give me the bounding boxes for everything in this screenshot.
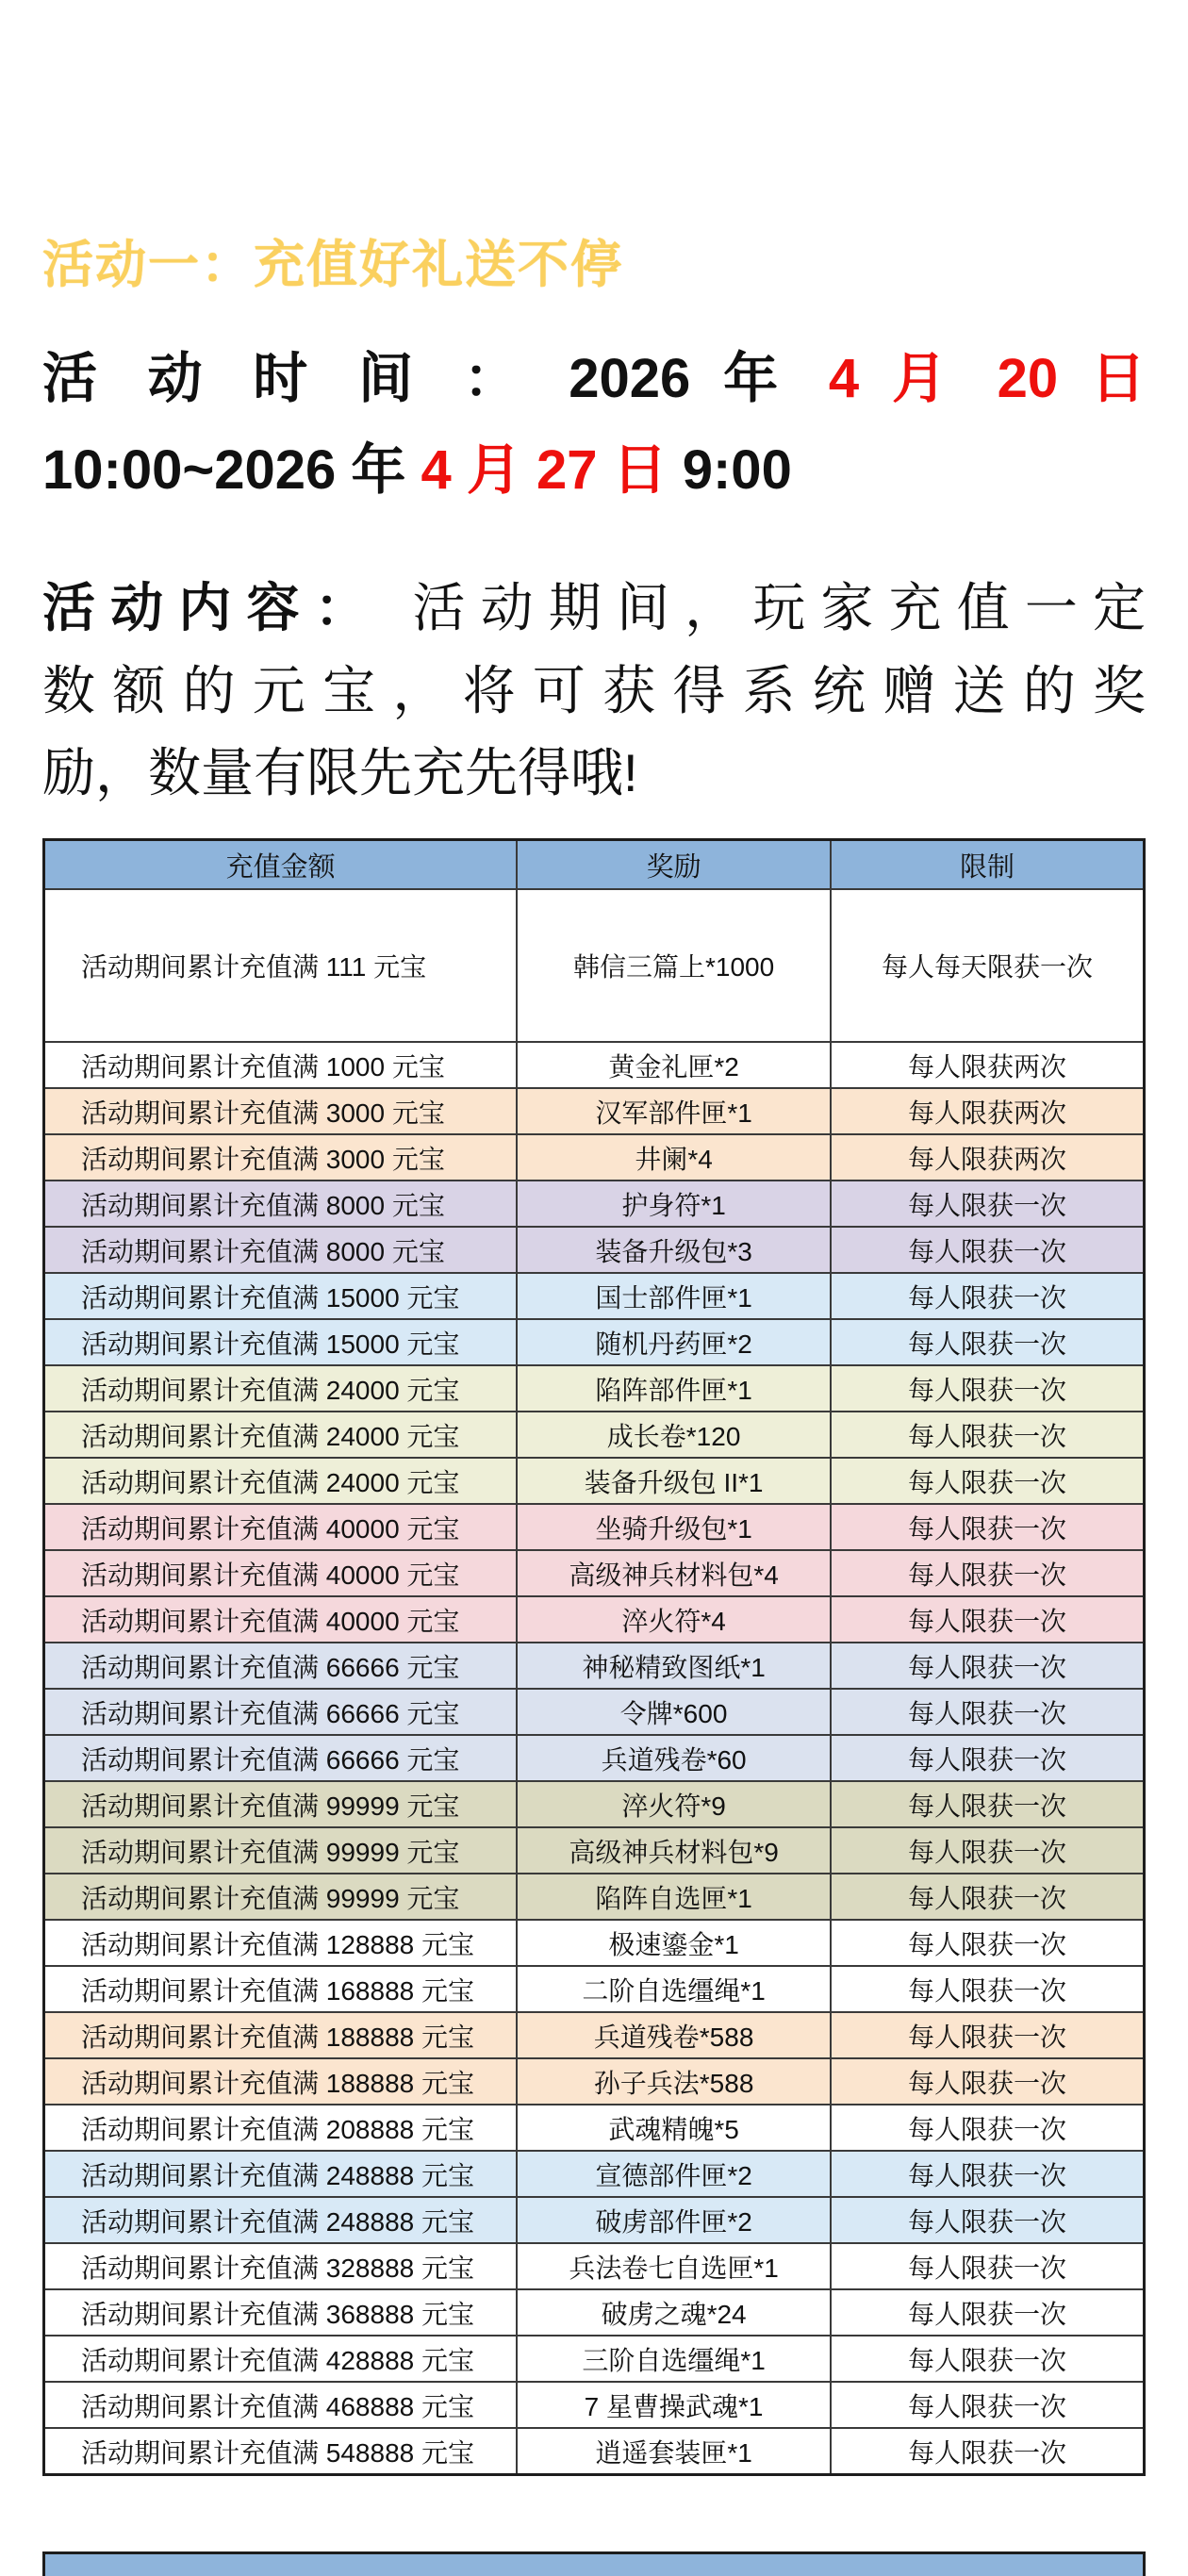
cell-limit: 每人限获一次 <box>831 1181 1145 1227</box>
cell-limit: 每人限获一次 <box>831 1920 1145 1966</box>
content-line-3: 励，数量有限先充先得哦! <box>42 743 638 802</box>
cell-limit: 每人限获一次 <box>831 1596 1145 1643</box>
cell-recharge-amount: 活动期间累计充值满 368888 元宝 <box>44 2289 518 2336</box>
cell-recharge-amount: 活动期间累计充值满 15000 元宝 <box>44 1273 518 1319</box>
header-recharge-amount: 充值金额 <box>44 840 518 890</box>
cell-recharge-amount: 活动期间累计充值满 168888 元宝 <box>44 1966 518 2012</box>
table-row <box>44 1134 1145 1181</box>
content-label: 活动内容： <box>42 578 383 638</box>
cell-recharge-amount: 活动期间累计充值满 15000 元宝 <box>44 1319 518 1365</box>
header-reward: 奖励 <box>517 840 831 890</box>
cell-reward: 三阶自选缰绳*1 <box>517 2336 831 2382</box>
cell-reward: 成长卷*120 <box>517 1412 831 1458</box>
recharge-table-body <box>44 889 1145 2475</box>
cell-limit: 每人限获一次 <box>831 1227 1145 1273</box>
cell-recharge-amount: 活动期间累计充值满 3000 元宝 <box>44 1088 518 1134</box>
table-row <box>44 889 1145 1042</box>
cell-limit: 每人限获一次 <box>831 2382 1145 2428</box>
table-row <box>44 2428 1145 2475</box>
table-row <box>44 1643 1145 1689</box>
cell-recharge-amount: 活动期间累计充值满 99999 元宝 <box>44 1827 518 1874</box>
cell-reward: 破虏部件匣*2 <box>517 2197 831 2243</box>
cell-limit: 每人限获一次 <box>831 1781 1145 1827</box>
cell-reward: 兵法卷七自选匣*1 <box>517 2243 831 2289</box>
activity-content-paragraph <box>42 567 1146 814</box>
cell-reward: 武魂精魄*5 <box>517 2105 831 2151</box>
table-row <box>44 1319 1145 1365</box>
cell-recharge-amount: 活动期间累计充值满 24000 元宝 <box>44 1458 518 1504</box>
table-row <box>44 1920 1145 1966</box>
cell-reward: 井阑*4 <box>517 1134 831 1181</box>
cell-reward: 装备升级包 II*1 <box>517 1458 831 1504</box>
cell-recharge-amount: 活动期间累计充值满 24000 元宝 <box>44 1412 518 1458</box>
table-row <box>44 1596 1145 1643</box>
cell-reward: 淬火符*4 <box>517 1596 831 1643</box>
cell-recharge-amount: 活动期间累计充值满 40000 元宝 <box>44 1596 518 1643</box>
activity-title: 活动一：充值好礼送不停 <box>42 237 623 293</box>
cell-recharge-amount: 活动期间累计充值满 188888 元宝 <box>44 2012 518 2058</box>
cell-limit: 每人限获一次 <box>831 2243 1145 2289</box>
cell-recharge-amount: 活动期间累计充值满 468888 元宝 <box>44 2382 518 2428</box>
cell-recharge-amount: 活动期间累计充值满 248888 元宝 <box>44 2197 518 2243</box>
cell-limit: 每人限获一次 <box>831 1319 1145 1365</box>
cell-recharge-amount: 活动期间累计充值满 24000 元宝 <box>44 1365 518 1412</box>
table-row <box>44 2336 1145 2382</box>
cell-reward: 国士部件匣*1 <box>517 1273 831 1319</box>
time-line1-black: 活 动 时 间 ： 2026 年 <box>42 347 796 409</box>
table-row <box>44 1227 1145 1273</box>
cell-reward: 极速鎏金*1 <box>517 1920 831 1966</box>
cell-reward: 随机丹药匣*2 <box>517 1319 831 1365</box>
table-row <box>44 1781 1145 1827</box>
cell-limit: 每人每天限获一次 <box>831 889 1145 1042</box>
activity-time-line2 <box>42 440 1146 501</box>
table-row <box>44 1689 1145 1735</box>
table-row <box>44 1365 1145 1412</box>
table-row <box>44 1550 1145 1596</box>
cell-recharge-amount: 活动期间累计充值满 208888 元宝 <box>44 2105 518 2151</box>
cell-limit: 每人限获一次 <box>831 2197 1145 2243</box>
cell-reward: 汉军部件匣*1 <box>517 1088 831 1134</box>
cell-limit: 每人限获一次 <box>831 2105 1145 2151</box>
content-line-2: 数额的元宝，将可获得系统赠送的奖 <box>42 660 1146 720</box>
content-line1-text: 活动期间，玩家充值一定 <box>412 578 1147 638</box>
table-row <box>44 1181 1145 1227</box>
cell-reward: 破虏之魂*24 <box>517 2289 831 2336</box>
table-row <box>44 1042 1145 1088</box>
cell-limit: 每人限获一次 <box>831 2428 1145 2475</box>
cell-recharge-amount: 活动期间累计充值满 188888 元宝 <box>44 2058 518 2105</box>
next-table-header-partial <box>42 2551 1146 2576</box>
cell-limit: 每人限获一次 <box>831 1458 1145 1504</box>
cell-limit: 每人限获一次 <box>831 1966 1145 2012</box>
cell-reward: 装备升级包*3 <box>517 1227 831 1273</box>
time-line1-red-date: 4 月 20 日 <box>828 347 1146 409</box>
cell-limit: 每人限获一次 <box>831 1689 1145 1735</box>
cell-limit: 每人限获一次 <box>831 1827 1145 1874</box>
cell-recharge-amount: 活动期间累计充值满 40000 元宝 <box>44 1550 518 1596</box>
table-row <box>44 2012 1145 2058</box>
cell-limit: 每人限获一次 <box>831 2289 1145 2336</box>
table-row <box>44 1504 1145 1550</box>
table-row <box>44 2058 1145 2105</box>
cell-reward: 韩信三篇上*1000 <box>517 889 831 1042</box>
table-row <box>44 2151 1145 2197</box>
cell-reward: 宣德部件匣*2 <box>517 2151 831 2197</box>
cell-reward: 逍遥套装匣*1 <box>517 2428 831 2475</box>
table-row <box>44 2289 1145 2336</box>
cell-recharge-amount: 活动期间累计充值满 8000 元宝 <box>44 1181 518 1227</box>
cell-limit: 每人限获一次 <box>831 1643 1145 1689</box>
table-row <box>44 1827 1145 1874</box>
cell-limit: 每人限获一次 <box>831 1874 1145 1920</box>
cell-recharge-amount: 活动期间累计充值满 328888 元宝 <box>44 2243 518 2289</box>
cell-limit: 每人限获一次 <box>831 1550 1145 1596</box>
cell-recharge-amount: 活动期间累计充值满 66666 元宝 <box>44 1735 518 1781</box>
cell-recharge-amount: 活动期间累计充值满 128888 元宝 <box>44 1920 518 1966</box>
cell-recharge-amount: 活动期间累计充值满 8000 元宝 <box>44 1227 518 1273</box>
cell-reward: 兵道残卷*60 <box>517 1735 831 1781</box>
cell-recharge-amount: 活动期间累计充值满 111 元宝 <box>44 889 518 1042</box>
cell-recharge-amount: 活动期间累计充值满 66666 元宝 <box>44 1689 518 1735</box>
time-line2-black-end: 9:00 <box>682 439 792 502</box>
cell-recharge-amount: 活动期间累计充值满 548888 元宝 <box>44 2428 518 2475</box>
table-header-row <box>44 840 1145 890</box>
cell-recharge-amount: 活动期间累计充值满 1000 元宝 <box>44 1042 518 1088</box>
cell-reward: 坐骑升级包*1 <box>517 1504 831 1550</box>
cell-limit: 每人限获一次 <box>831 1412 1145 1458</box>
cell-recharge-amount: 活动期间累计充值满 99999 元宝 <box>44 1874 518 1920</box>
cell-recharge-amount: 活动期间累计充值满 40000 元宝 <box>44 1504 518 1550</box>
cell-limit: 每人限获一次 <box>831 2151 1145 2197</box>
table-row <box>44 2197 1145 2243</box>
cell-limit: 每人限获一次 <box>831 1273 1145 1319</box>
table-row <box>44 1088 1145 1134</box>
cell-limit: 每人限获一次 <box>831 1504 1145 1550</box>
cell-recharge-amount: 活动期间累计充值满 3000 元宝 <box>44 1134 518 1181</box>
table-row <box>44 2243 1145 2289</box>
cell-limit: 每人限获一次 <box>831 1365 1145 1412</box>
cell-recharge-amount: 活动期间累计充值满 248888 元宝 <box>44 2151 518 2197</box>
cell-reward: 二阶自选缰绳*1 <box>517 1966 831 2012</box>
cell-reward: 神秘精致图纸*1 <box>517 1643 831 1689</box>
cell-limit: 每人限获一次 <box>831 2336 1145 2382</box>
cell-limit: 每人限获两次 <box>831 1042 1145 1088</box>
table-row <box>44 1458 1145 1504</box>
cell-reward: 护身符*1 <box>517 1181 831 1227</box>
time-line2-red-date: 4 月 27 日 <box>421 439 668 502</box>
recharge-rewards-table <box>42 838 1146 2476</box>
cell-reward: 高级神兵材料包*9 <box>517 1827 831 1874</box>
cell-limit: 每人限获两次 <box>831 1134 1145 1181</box>
table-row <box>44 2105 1145 2151</box>
table-row <box>44 1273 1145 1319</box>
time-line2-black-start: 10:00~2026 年 <box>42 439 406 502</box>
cell-reward: 令牌*600 <box>517 1689 831 1735</box>
cell-reward: 孙子兵法*588 <box>517 2058 831 2105</box>
table-row <box>44 1874 1145 1920</box>
cell-reward: 高级神兵材料包*4 <box>517 1550 831 1596</box>
cell-limit: 每人限获一次 <box>831 1735 1145 1781</box>
cell-limit: 每人限获一次 <box>831 2058 1145 2105</box>
cell-reward: 兵道残卷*588 <box>517 2012 831 2058</box>
cell-recharge-amount: 活动期间累计充值满 99999 元宝 <box>44 1781 518 1827</box>
cell-reward: 黄金礼匣*2 <box>517 1042 831 1088</box>
table-row <box>44 1966 1145 2012</box>
content-line-1 <box>42 567 1146 649</box>
table-row <box>44 1412 1145 1458</box>
cell-reward: 陷阵部件匣*1 <box>517 1365 831 1412</box>
cell-reward: 陷阵自选匣*1 <box>517 1874 831 1920</box>
cell-recharge-amount: 活动期间累计充值满 428888 元宝 <box>44 2336 518 2382</box>
header-limit: 限制 <box>831 840 1145 890</box>
cell-recharge-amount: 活动期间累计充值满 66666 元宝 <box>44 1643 518 1689</box>
table-row <box>44 2382 1145 2428</box>
cell-limit: 每人限获两次 <box>831 1088 1145 1134</box>
cell-reward: 淬火符*9 <box>517 1781 831 1827</box>
cell-limit: 每人限获一次 <box>831 2012 1145 2058</box>
table-row <box>44 1735 1145 1781</box>
cell-reward: 7 星曹操武魂*1 <box>517 2382 831 2428</box>
activity-time-line1 <box>42 349 1146 409</box>
